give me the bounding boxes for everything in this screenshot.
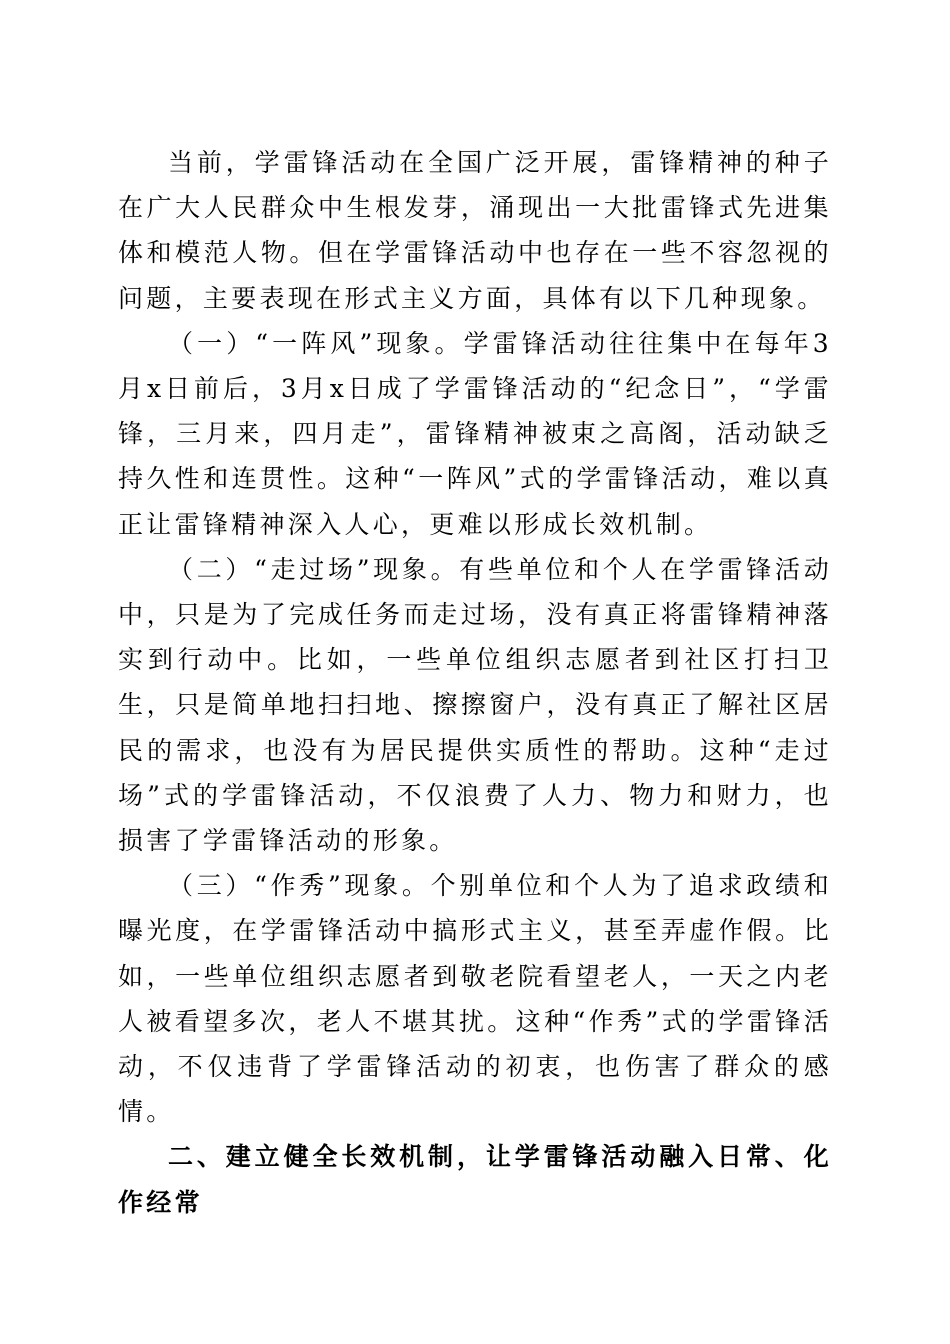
phenomenon-three-paragraph: （三）“作秀”现象。个别单位和个人为了追求政绩和曝光度，在学雷锋活动中搞形式主义，甚至弄虚作假。比如，一些单位组织志愿者到敬老院看望老人，一天之内老人被看望多次，老人不堪其扰。这种“作秀”式的学雷锋活动，不仅违背了学雷锋活动的初衷，也伤害了群众的感情。 [118, 871, 832, 1127]
document-body [118, 140, 832, 1225]
intro-paragraph: 当前，学雷锋活动在全国广泛开展，雷锋精神的种子在广大人民群众中生根发芽，涌现出一大批雷锋式先进集体和模范人物。但在学雷锋活动中也存在一些不容忽视的问题，主要表现在形式主义方面，具体有以下几种现象。 [118, 148, 832, 313]
phenomenon-two-paragraph: （二）“走过场”现象。有些单位和个人在学雷锋活动中，只是为了完成任务而走过场，没有真正将雷锋精神落实到行动中。比如，一些单位组织志愿者到社区打扫卫生，只是简单地扫扫地、擦擦窗户，没有真正了解社区居民的需求，也没有为居民提供实质性的帮助。这种“走过场”式的学雷锋活动，不仅浪费了人力、物力和财力，也损害了学雷锋活动的形象。 [118, 554, 832, 856]
section-two-heading: 二、建立健全长效机制，让学雷锋活动融入日常、化作经常 [118, 1142, 832, 1217]
phenomenon-one-paragraph: （一）“一阵风”现象。学雷锋活动往往集中在每年3月x日前后，3月x日成了学雷锋活动的“纪念日”，“学雷锋，三月来，四月走”，雷锋精神被束之高阁，活动缺乏持久性和连贯性。这种“一阵风”式的学雷锋活动，难以真正让雷锋精神深入人心，更难以形成长效机制。 [118, 328, 832, 539]
